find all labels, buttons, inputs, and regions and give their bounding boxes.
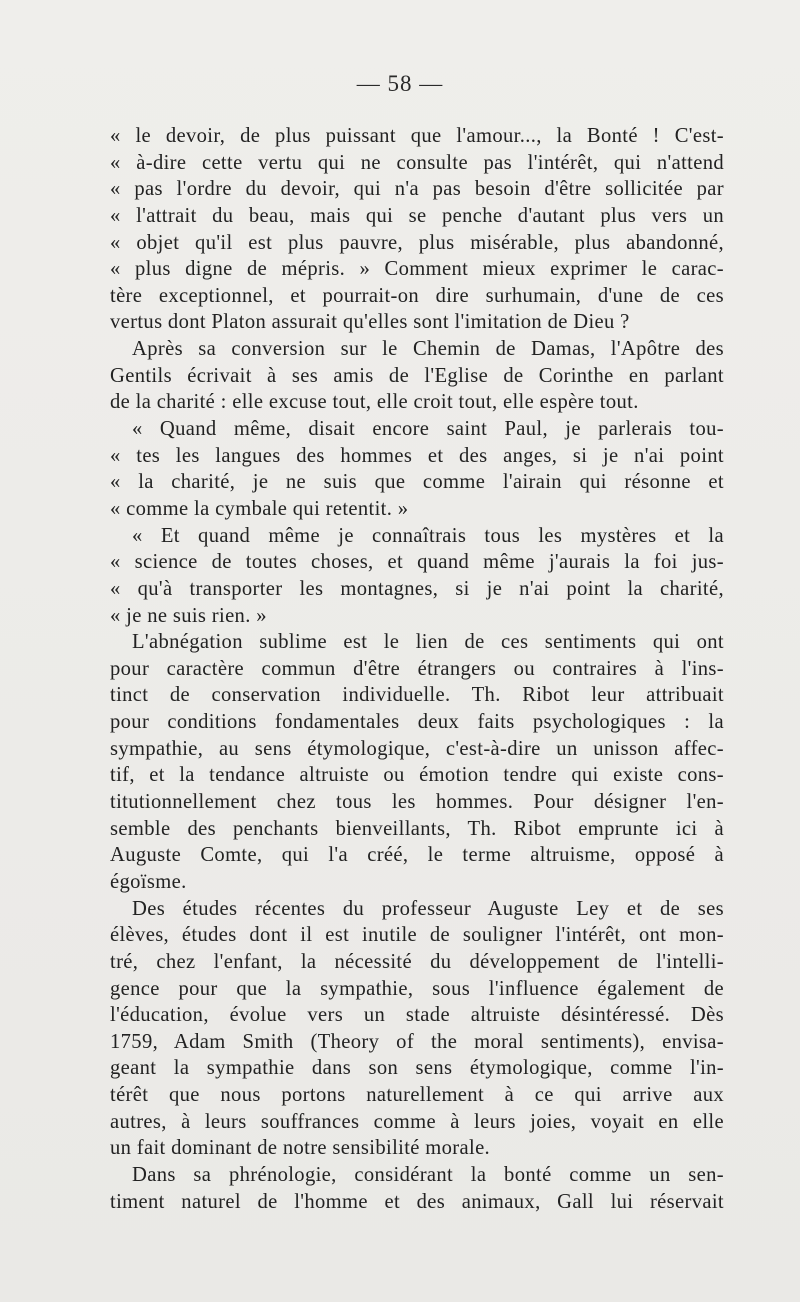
- text-line: « qu'à transporter les montagnes, si je n'ai point la charité,: [110, 577, 724, 600]
- text-line: « l'attrait du beau, mais qui se penche d'autant plus vers un: [110, 204, 724, 227]
- text-line: « pas l'ordre du devoir, qui n'a pas besoin d'être sollicitée par: [110, 178, 724, 201]
- body-text: [110, 123, 724, 1215]
- text-line: timent naturel de l'homme et des animaux, Gall lui réservait: [110, 1190, 724, 1213]
- text-line: sympathie, au sens étymologique, c'est-à-dire un unisson affec-: [110, 737, 724, 760]
- text-line: tré, chez l'enfant, la nécessité du développement de l'intelli-: [110, 950, 724, 973]
- text-line: 1759, Adam Smith (Theory of the moral sentiments), envisa-: [110, 1030, 724, 1053]
- text-line: un fait dominant de notre sensibilité morale.: [110, 1137, 491, 1160]
- text-line: « objet qu'il est plus pauvre, plus misérable, plus abandonné,: [110, 231, 724, 254]
- text-line: de la charité : elle excuse tout, elle croit tout, elle espère tout.: [110, 391, 639, 414]
- text-line: « la charité, je ne suis que comme l'airain qui résonne et: [110, 471, 724, 494]
- text-line: « Quand même, disait encore saint Paul, je parlerais tou-: [132, 418, 724, 441]
- text-line: Gentils écrivait à ses amis de l'Eglise de Corinthe en parlant: [110, 364, 724, 387]
- text-line: « science de toutes choses, et quand même j'aurais la foi jus-: [110, 551, 724, 574]
- text-line: « Et quand même je connaîtrais tous les mystères et la: [132, 524, 724, 547]
- text-line: tère exceptionnel, et pourrait-on dire surhumain, d'une de ces: [110, 284, 724, 307]
- text-line: semble des penchants bienveillants, Th. Ribot emprunte ici à: [110, 817, 724, 840]
- text-line: pour caractère commun d'être étrangers ou contraires à l'ins-: [110, 657, 724, 680]
- text-line: geant la sympathie dans son sens étymologique, comme l'in-: [110, 1057, 724, 1080]
- text-line: vertus dont Platon assurait qu'elles sont l'imitation de Dieu ?: [110, 311, 630, 334]
- page-number: — 58 —: [356, 71, 444, 96]
- text-line: pour conditions fondamentales deux faits psychologiques : la: [110, 711, 724, 734]
- text-line: térêt que nous portons naturellement à ce qui arrive aux: [110, 1084, 724, 1107]
- text-line: « comme la cymbale qui retentit. »: [110, 497, 409, 520]
- text-line: Dans sa phrénologie, considérant la bonté comme un sen-: [132, 1163, 724, 1186]
- text-line: Après sa conversion sur le Chemin de Damas, l'Apôtre des: [132, 338, 724, 361]
- text-line: l'éducation, évolue vers un stade altruiste désintéressé. Dès: [110, 1004, 724, 1027]
- text-line: « je ne suis rien. »: [110, 604, 267, 627]
- text-line: « tes les langues des hommes et des anges, si je n'ai point: [110, 444, 724, 467]
- text-line: L'abnégation sublime est le lien de ces sentiments qui ont: [132, 631, 724, 654]
- text-line: « à-dire cette vertu qui ne consulte pas l'intérêt, qui n'attend: [110, 151, 724, 174]
- text-line: élèves, études dont il est inutile de souligner l'intérêt, ont mon-: [110, 924, 724, 947]
- text-line: titutionnellement chez tous les hommes. Pour désigner l'en-: [110, 791, 724, 814]
- text-line: « le devoir, de plus puissant que l'amour..., la Bonté ! C'est-: [110, 125, 724, 147]
- text-line: tif, et la tendance altruiste ou émotion tendre qui existe cons-: [110, 764, 724, 787]
- text-line: Des études récentes du professeur Auguste Ley et de ses: [132, 897, 724, 920]
- text-line: « plus digne de mépris. » Comment mieux exprimer le carac-: [110, 258, 724, 281]
- text-line: gence pour que la sympathie, sous l'influence également de: [110, 977, 724, 1000]
- text-line: tinct de conservation individuelle. Th. Ribot leur attribuait: [110, 684, 724, 707]
- text-line: Auguste Comte, qui l'a créé, le terme altruisme, opposé à: [110, 844, 724, 867]
- text-line: autres, à leurs souffrances comme à leurs joies, voyait en elle: [110, 1110, 724, 1133]
- text-line: égoïsme.: [110, 870, 187, 893]
